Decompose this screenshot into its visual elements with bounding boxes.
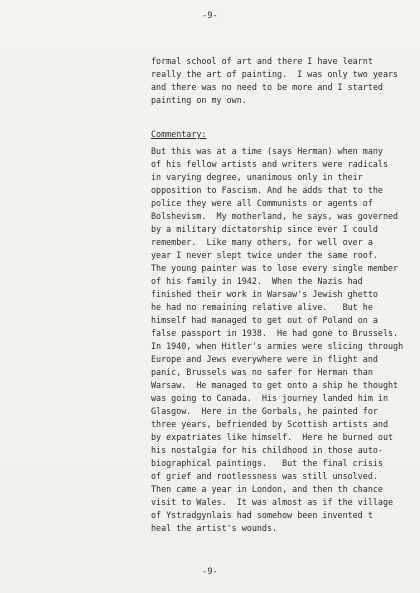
text-line: year I never slept twice under the same roof.	[151, 250, 378, 260]
text-line: three years, befriended by Scottish artists and	[151, 419, 388, 429]
text-line: biographical paintings. But the final crisis	[151, 458, 383, 468]
text-line: of his fellow artists and writers were radicals	[151, 159, 388, 169]
text-line: visit to Wales. It was almost as if the village	[151, 497, 394, 507]
text-line: In 1940, when Hitler's armies were slicing through	[151, 341, 404, 351]
text-line: painting on my own.	[151, 95, 247, 105]
text-line: Glasgow. Here in the Gorbals, he painted for	[151, 406, 378, 416]
text-line: police they were all Communists or agents of	[151, 198, 373, 208]
text-line: of Ystradgynlais had somehow been invented t	[151, 510, 373, 520]
text-line: and there was no need to be more and I started	[151, 82, 383, 92]
text-line: was going to Canada. His journey landed him in	[151, 393, 388, 403]
text-line: by a military dictatorship since ever I could	[151, 224, 378, 234]
text-line: himself had managed to get out of Poland on a	[151, 315, 378, 325]
text-line: Europe and Jews everywhere were in flight and	[151, 354, 378, 364]
text-line: remember. Like many others, for well over a	[151, 237, 373, 247]
text-line: of grief and rootlessness was still unsolved.	[151, 471, 378, 481]
text-line: opposition to Fascism. And he adds that to the	[151, 185, 383, 195]
text-line: really the art of painting. I was only two years	[151, 69, 399, 79]
text-line: his nostalgia for his childhood in those auto-	[151, 445, 383, 455]
commentary-heading: Commentary:	[151, 129, 207, 139]
text-line: Warsaw. He managed to get onto a ship he thought	[151, 380, 399, 390]
text-line: of his family in 1942. When the Nazis had	[151, 276, 363, 286]
commentary-paragraph	[151, 145, 403, 535]
text-line: The young painter was to lose every single member	[151, 263, 399, 273]
text-line: finished their work in Warsaw's Jewish ghetto	[151, 289, 378, 299]
opening-paragraph	[151, 55, 398, 107]
text-line: Then came a year in London, and then th chance	[151, 484, 383, 494]
text-line: in varying degree, unanimous only in their	[151, 172, 363, 182]
page-number-top: -9-	[202, 10, 218, 20]
text-line: panic, Brussels was no safer for Herman than	[151, 367, 373, 377]
text-line: heal the artist's wounds.	[151, 523, 278, 533]
text-line: But this was at a time (says Herman) when many	[151, 146, 383, 156]
text-line: by expatriates like himself. Here he burned out	[151, 432, 394, 442]
text-line: he had no remaining relative alive. But he	[151, 302, 373, 312]
text-line: Bolshevism. My motherland, he says, was governed	[151, 211, 399, 221]
text-line: false passport in 1938. He had gone to Brussels.	[151, 328, 399, 338]
text-line: formal school of art and there I have learnt	[151, 56, 373, 66]
page-number-bottom: -9-	[202, 566, 218, 576]
